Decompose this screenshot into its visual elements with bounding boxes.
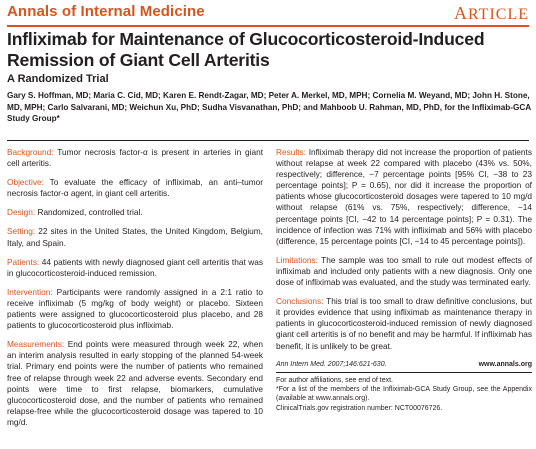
abstract-label: Conclusions: bbox=[276, 296, 324, 307]
abstract-text: This trial is too small to draw definitive conclusions, but it provides evidence that using infliximab as maintenance therapy in patients in glucocorticosteroid-induced remission of newly diagnosed giant cell arteritis is of no benefit and may be harmful. If infliximab has benefit, it is unlikely to be great. bbox=[276, 296, 532, 351]
journal-name: Annals of Internal Medicine bbox=[7, 3, 205, 20]
abstract-label: Results: bbox=[276, 147, 306, 157]
website-link[interactable]: www.annals.org bbox=[478, 360, 532, 368]
footnote-registration: ClinicalTrials.gov registration number: NCT00076726. bbox=[276, 404, 443, 412]
abstract-patients bbox=[7, 257, 263, 279]
abstract-design bbox=[7, 207, 263, 218]
abstract-text: 22 sites in the United States, the United Kingdom, Belgium, Italy, and Spain. bbox=[7, 226, 263, 248]
abstract-text: Infliximab therapy did not increase the proportion of patients without relapse at week 22 compared with placebo (43% vs. 50%, respectively; difference, −7 percentage points [95% CI, −38 to 23 percentage points]; P = 0.65), nor did it increase the proportion of patients whose glucocorticosteroid dosages were tapered to 10 mg/d without relapse (61% vs. 75%, respectively; difference, −14 percentage points [CI, −42 to 14 percentage points]; P = 0.31). The incidence of infection was 71% with infliximab and 56% with placebo (difference, 15 percentage points [CI, −14 to 45 percentage points]). bbox=[276, 147, 532, 246]
header-rule bbox=[7, 25, 529, 27]
abstract-left-column bbox=[7, 147, 263, 436]
article-subtitle: A Randomized Trial bbox=[7, 73, 109, 85]
abstract-text: End points were measured through week 22, when an interim analysis resulted in early stopping of the planned 54-week trial. Primary end points were the number of patients who remained free of relapse through week 22 and adverse events. Secondary end points were time to first relapse, biomarkers, cumulative glucocorticosteroid dose, and the number of patients who remained relapse-free while the glucocorticosteroid dosage was tapered to 10 mg/d. bbox=[7, 339, 263, 427]
abstract-measurements bbox=[7, 339, 263, 428]
abstract-text: The sample was too small to rule out modest effects of infliximab and included only patients with a new diagnosis. Only one dose of infliximab was evaluated, and the study was terminated early. bbox=[276, 254, 532, 288]
abstract-label: Intervention: bbox=[7, 286, 53, 297]
footnote-study-group: *For a list of the members of the Infliximab-GCA Study Group, see the Appendix (available at www.annals.org). bbox=[276, 386, 532, 403]
abstract-label: Limitations: bbox=[276, 254, 318, 265]
abstract-objective bbox=[7, 177, 263, 199]
abstract-rule bbox=[7, 140, 529, 141]
abstract-label: Setting: bbox=[7, 226, 36, 237]
abstract-limitations bbox=[276, 255, 532, 288]
abstract-label: Measurements: bbox=[7, 339, 65, 350]
footnote-rule bbox=[276, 372, 532, 373]
author-list: Gary S. Hoffman, MD; Maria C. Cid, MD; Karen E. Rendt-Zagar, MD; Peter A. Merkel, MD, MPH; Cornelia M. Weyand, MD; John H. Stone, MD, MPH; Carlo Salvarani, MD; Weichun Xu, PhD; Sudha Visvanathan, PhD; and Mahboob U. Rahman, MD, PhD, for the Infliximab-GCA Study Group* bbox=[7, 91, 531, 124]
abstract-label: Patients: bbox=[7, 256, 40, 267]
article-title: Infliximab for Maintenance of Glucocorticosteroid-Induced Remission of Giant Cell Arteritis bbox=[7, 29, 485, 70]
abstract-label: Background: bbox=[7, 147, 54, 157]
abstract-label: Objective: bbox=[7, 177, 44, 188]
citation-row bbox=[276, 360, 532, 370]
abstract-background bbox=[7, 147, 263, 169]
abstract-right-column bbox=[276, 147, 532, 413]
abstract-text: Randomized, controlled trial. bbox=[35, 207, 143, 218]
footnote-affiliations: For author affiliations, see end of text. bbox=[276, 376, 393, 384]
abstract-intervention bbox=[7, 287, 263, 331]
abstract-setting bbox=[7, 226, 263, 248]
abstract-text: To evaluate the efficacy of infliximab, an anti–tumor necrosis factor-α agent, in giant cell arteritis. bbox=[7, 177, 263, 199]
abstract-label: Design: bbox=[7, 207, 36, 218]
abstract-text: 44 patients with newly diagnosed giant cell arteritis that was in glucocorticosteroid-induced remission. bbox=[7, 256, 263, 278]
citation: Ann Intern Med. 2007;146:621-630. bbox=[276, 360, 387, 368]
abstract-conclusions bbox=[276, 296, 532, 351]
journal-header bbox=[7, 3, 529, 25]
section-label: ARTICLE bbox=[453, 3, 529, 23]
abstract-results bbox=[276, 147, 532, 247]
abstract-text: Tumor necrosis factor-α is present in arteries in giant cell arteritis. bbox=[7, 147, 263, 169]
abstract-text: Participants were randomly assigned in a 2:1 ratio to receive infliximab (5 mg/kg of body weight) or placebo. Sixteen patients were assigned to glucocorticosteroid plus placebo, and 28 patients to glucocorticosteroid plus infliximab. bbox=[7, 286, 263, 331]
